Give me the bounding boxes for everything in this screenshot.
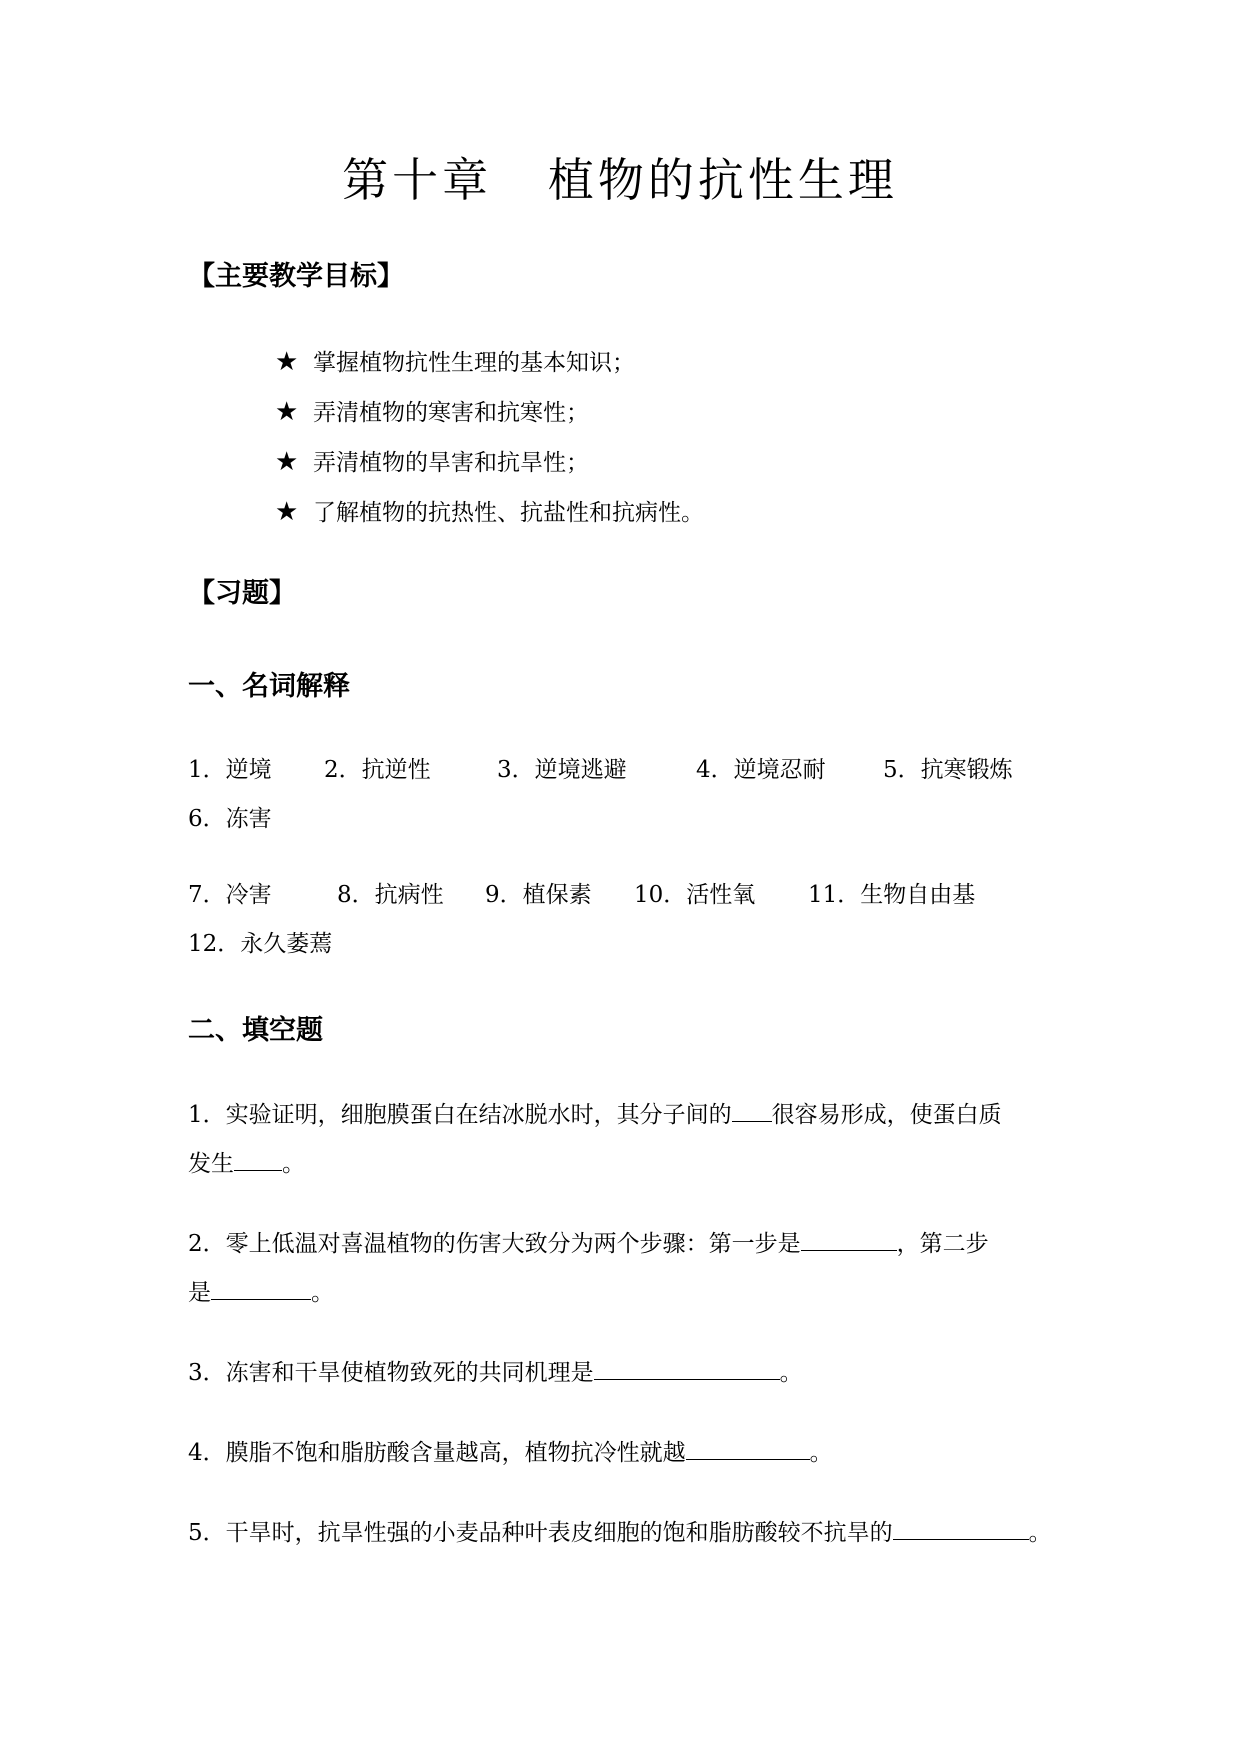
term-item: 1．逆境 <box>188 757 272 783</box>
answer-blank <box>801 1226 897 1251</box>
term-item: 8．抗病性 <box>337 882 444 908</box>
chapter-title: 第十章 植物的抗性生理 <box>342 153 898 207</box>
answer-blank <box>211 1275 311 1300</box>
term-item: 7．冷害 <box>188 882 272 908</box>
term-item: 2．抗逆性 <box>324 757 431 783</box>
star-icon: ★ <box>275 397 299 427</box>
star-icon: ★ <box>275 497 299 527</box>
question-3: 3．冻害和干旱使植物致死的共同机理是 。 <box>188 1355 803 1391</box>
objective-item: ★ 弄清植物的旱害和抗旱性； <box>275 444 589 481</box>
term-item: 6．冻害 <box>188 806 272 832</box>
objective-item: ★ 了解植物的抗热性、抗盐性和抗病性。 <box>275 494 704 531</box>
answer-blank <box>686 1435 810 1460</box>
section-heading-fill-blank: 二、填空题 <box>188 1015 323 1046</box>
section-heading-terms: 一、名词解释 <box>188 671 350 702</box>
question-1-line-2: 发生 。 <box>188 1146 305 1182</box>
star-icon: ★ <box>275 347 299 377</box>
objective-item: ★ 掌握植物抗性生理的基本知识； <box>275 344 635 381</box>
term-item: 10．活性氧 <box>634 882 756 908</box>
answer-blank <box>234 1146 282 1171</box>
question-1-line-1: 1．实验证明，细胞膜蛋白在结冰脱水时，其分子间的 很容易形成，使蛋白质 <box>188 1097 1002 1133</box>
answer-blank <box>732 1097 772 1122</box>
term-item: 11．生物自由基 <box>808 882 976 908</box>
term-item: 4．逆境忍耐 <box>696 757 826 783</box>
exercises-heading: 【习题】 <box>188 578 296 609</box>
star-icon: ★ <box>275 447 299 477</box>
term-item: 3．逆境逃避 <box>497 757 627 783</box>
term-item: 12．永久萎蔫 <box>188 931 333 957</box>
answer-blank <box>594 1355 780 1380</box>
question-4: 4．膜脂不饱和脂肪酸含量越高，植物抗冷性就越 。 <box>188 1435 833 1471</box>
term-item: 9．植保素 <box>485 882 592 908</box>
question-5: 5．干旱时，抗旱性强的小麦品种叶表皮细胞的饱和脂肪酸较不抗旱的 。 <box>188 1515 1052 1551</box>
question-2-line-1: 2．零上低温对喜温植物的伤害大致分为两个步骤：第一步是 ，第二步 <box>188 1226 989 1262</box>
question-2-line-2: 是 。 <box>188 1275 334 1311</box>
objective-item: ★ 弄清植物的寒害和抗寒性； <box>275 394 589 431</box>
answer-blank <box>893 1515 1029 1540</box>
objectives-heading: 【主要教学目标】 <box>188 261 404 292</box>
term-item: 5．抗寒锻炼 <box>883 757 1013 783</box>
